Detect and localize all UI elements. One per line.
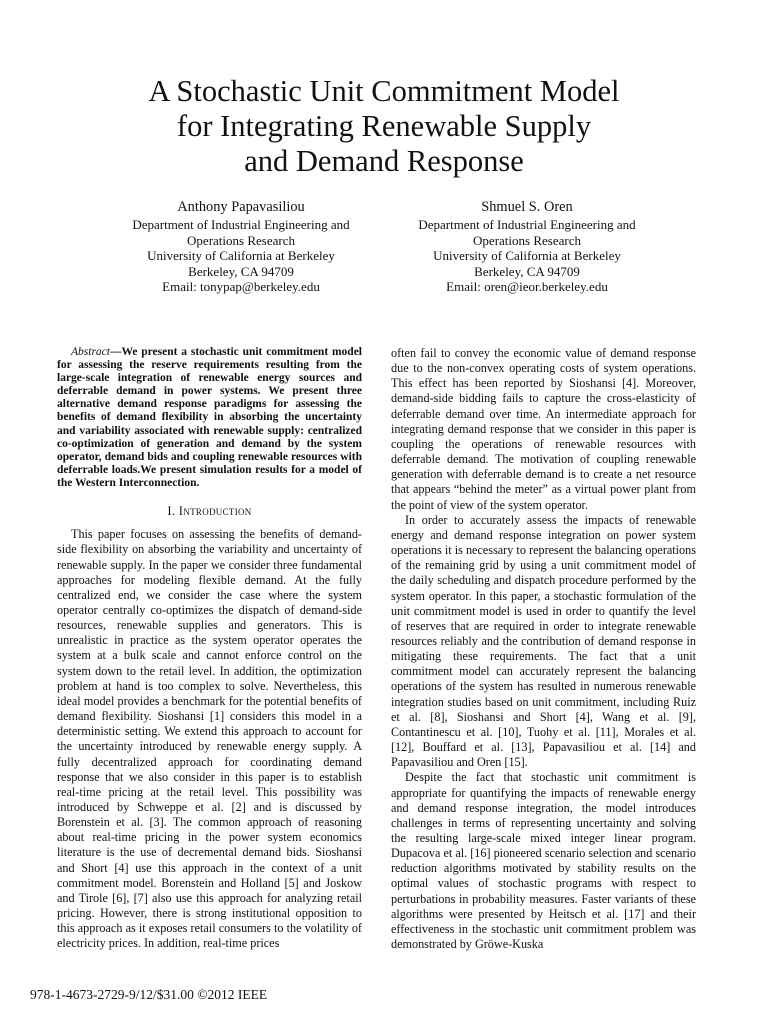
right-column bbox=[391, 346, 696, 952]
section-heading-introduction bbox=[57, 504, 362, 519]
author-name: Shmuel S. Oren bbox=[481, 199, 573, 215]
author-affiliation-line: Operations Research bbox=[473, 232, 581, 248]
left-column bbox=[57, 346, 362, 952]
author-name: Anthony Papavasiliou bbox=[177, 199, 305, 215]
abstract-dash: — bbox=[109, 346, 122, 358]
abstract-label: Abstract bbox=[71, 346, 110, 358]
body-paragraph: often fail to convey the economic value of demand response due to the non-convex operating costs of system operations. This effect has been reported by Sioshansi [4]. Moreover, demand-side bidding fails to capture the cross-elasticity of deferrable demand over time. An intermediate approach for integrating demand response that we consider in this paper is coupling the operations of renewable resources with deferrable demand. The motivation of coupling renewable generation with deferrable demand is to create a net resource that appears “behind the meter” as a virtual power plant from the point of view of the system operator. bbox=[391, 346, 696, 512]
section-number: I. bbox=[167, 504, 176, 519]
author-affiliation-line: Department of Industrial Engineering and bbox=[418, 217, 636, 232]
copyright-footer: 978-1-4673-2729-9/12/$31.00 ©2012 IEEE bbox=[30, 987, 268, 1002]
author-block-2 bbox=[377, 198, 677, 295]
title-line-2: for Integrating Renewable Supply bbox=[176, 109, 592, 143]
author-address-line: Berkeley, CA 94709 bbox=[188, 263, 294, 279]
author-block-1 bbox=[91, 198, 391, 295]
author-email: Email: tonypap@berkeley.edu bbox=[162, 279, 320, 295]
intro-paragraph: This paper focuses on assessing the benefits of demand-side flexibility on absorbing the variability and uncertainty of renewable supply. In the paper we consider three fundamental approaches for modeling flexible demand. At the fully centralized end, we consider the case where the system operator centrally co-optimizes the dispatch of demand-side resources, renewable supplies and generators. This is unrealistic in practice as the system operator operates the system at a bulk scale and cannot enforce control on the system down to the retail level. In addition, the optimization problem at hand is too complex to solve. Nevertheless, this ideal model provides a benchmark for the potential benefits of demand flexibility. Sioshansi [1] considers this model in a deterministic setting. We extend this approach to account for the uncertainty introduced by renewable energy supply. A fully decentralized approach for coordinating demand response that we also consider in this paper is to establish real-time pricing at the retail level. This possibility was introduced by Schweppe et al. [2] and is discussed by Borenstein et al. [3]. The common approach of reasoning about real-time pricing in the power system economics literature is the use of decremental demand bids. Sioshansi and Short [4] use this approach in the context of a unit commitment model. Borenstein and Holland [5] and Joskow and Tirole [6], [7] also use this approach for analyzing retail pricing. However, there is strong institutional opposition to this approach as it exposes retail consumers to the volatility of electricity prices. In addition, real-time prices bbox=[57, 527, 362, 951]
author-affiliation-line: Department of Industrial Engineering and bbox=[132, 217, 350, 232]
author-affiliation-line: University of California at Berkeley bbox=[433, 248, 621, 264]
title-line-3: and Demand Response bbox=[244, 144, 524, 178]
author-email: Email: oren@ieor.berkeley.edu bbox=[446, 279, 608, 295]
author-affiliation-line: University of California at Berkeley bbox=[147, 248, 335, 264]
title-line-1: A Stochastic Unit Commitment Model bbox=[148, 74, 620, 108]
author-address-line: Berkeley, CA 94709 bbox=[474, 263, 580, 279]
body-paragraph: Despite the fact that stochastic unit commitment is appropriate for quantifying the impacts of renewable energy and demand response integration, the model introduces challenges in terms of representing uncertainty and solving the resulting large-scale mixed integer linear program. Dupacova et al. [16] pioneered scenario selection and scenario reduction algorithms motivated by stability results on the optimal values of stochastic programs with respect to perturbations in probability measures. Faster variants of these algorithms were presented by Heitsch et al. [17] and their effectiveness in the stochastic unit commitment problem was demonstrated by Gröwe-Kuska bbox=[391, 770, 696, 952]
abstract-text: We present a stochastic unit commitment model for assessing the reserve requirements resulting from the large-scale integration of renewable energy sources and deferrable demand in power systems. We present three alternative demand response paradigms for assessing the benefits of demand flexibility in absorbing the uncertainty and variability associated with renewable supply: centralized co-optimization of generation and demand by the system operator, demand bids and coupling renewable resources with deferrable loads.We present simulation results for a model of the Western Interconnection. bbox=[57, 346, 362, 489]
section-title: Introduction bbox=[178, 504, 252, 519]
paper-title bbox=[84, 74, 684, 179]
author-affiliation-line: Operations Research bbox=[187, 232, 295, 248]
body-paragraph: In order to accurately assess the impacts of renewable energy and demand response integration on power system operations it is necessary to represent the balancing operations of the remaining grid by using a unit commitment model of the daily scheduling and dispatch procedure performed by the system operator. In this paper, a stochastic formulation of the unit commitment model is used in order to quantify the level of reserves that are required in order to integrate renewable resources reliably and the contribution of demand response in mitigating these requirements. The fact that a unit commitment model can accurately represent the balancing operations of the system has resulted in numerous renewable integration studies based on unit commitment, including Ruiz et al. [8], Sioshansi and Short [4], Wang et al. [9], Contantinescu et al. [10], Tuohy et al. [11], Morales et al. [12], Bouffard et al. [13], Papavasiliou et al. [14] and Papavasiliou and Oren [15]. bbox=[391, 512, 696, 770]
abstract bbox=[57, 346, 362, 490]
